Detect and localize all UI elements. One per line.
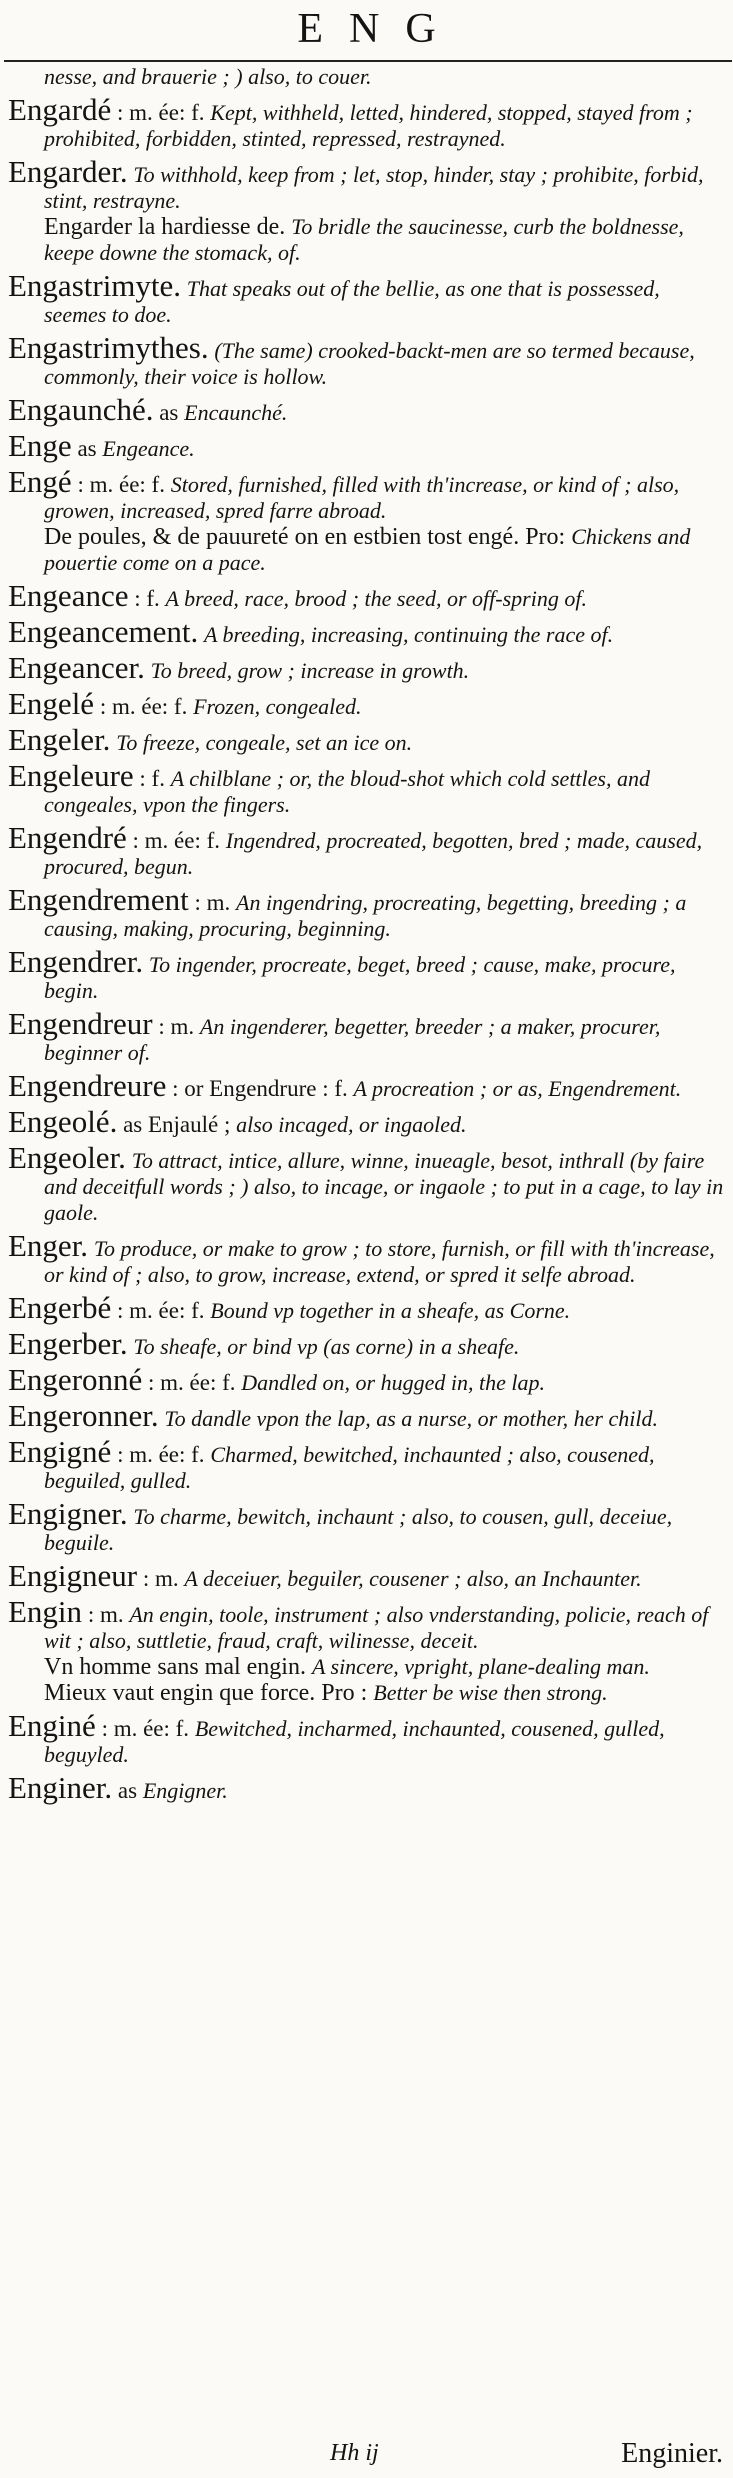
entry-headword: Enger. (8, 1228, 89, 1263)
entry-headword: Engigneur (8, 1558, 138, 1593)
entry-definition: Bewitched, incharmed, inchaunted, cousened, gulled, beguyled. (44, 1716, 665, 1767)
entry-subphrase: Vn homme sans mal engin. (44, 1654, 306, 1680)
entry-headword: Engeolé. (8, 1104, 118, 1139)
dictionary-entry (8, 464, 726, 524)
entry-grammar: as Enjaulé ; (123, 1112, 231, 1137)
dictionary-entry (8, 1654, 726, 1680)
entry-headword: Enginé (8, 1708, 96, 1743)
dictionary-entry (8, 614, 726, 649)
entry-grammar: : m. ée: f. (101, 1716, 190, 1741)
entry-headword: Engin (8, 1594, 83, 1629)
entry-headword: Engeronné (8, 1362, 143, 1397)
dictionary-entry (8, 1434, 726, 1494)
entry-headword: Engarder. (8, 154, 128, 189)
entry-definition: To freeze, congeale, set an ice on. (116, 730, 413, 755)
entry-definition: Engeance. (102, 436, 195, 461)
entry-definition: (The same) crooked-backt-men are so termed because, commonly, their voice is hollow. (44, 338, 695, 389)
entry-definition: An ingendring, procreating, begetting, breeding ; a causing, making, procuring, beginning. (44, 890, 687, 941)
entry-definition: Frozen, congealed. (193, 694, 362, 719)
entry-definition: That speaks out of the bellie, as one that is possessed, seemes to doe. (44, 276, 660, 327)
entry-subphrase: Engarder la hardiesse de. (44, 214, 286, 240)
dictionary-entry (8, 686, 726, 721)
dictionary-entry (8, 214, 726, 266)
entry-grammar: : m. (142, 1566, 179, 1591)
entry-grammar: : m. ée: f. (117, 100, 205, 125)
dictionary-entry (8, 392, 726, 427)
entry-definition: Dandled on, or hugged in, the lap. (241, 1370, 545, 1395)
entry-definition: An engin, toole, instrument ; also vnderstanding, policie, reach of wit ; also, suttletie, fraud, craft, wilinesse, deceit. (44, 1602, 709, 1653)
entry-definition: Engigner. (142, 1778, 228, 1803)
dictionary-entry (8, 1140, 726, 1226)
entry-definition: A deceiuer, beguiler, cousener ; also, an Inchaunter. (184, 1566, 642, 1591)
entry-definition: A procreation ; or as, Engendrement. (353, 1076, 682, 1101)
entry-definition: Encaunché. (184, 400, 288, 425)
entry-headword: Engé (8, 464, 72, 499)
entry-headword: Engeancement. (8, 614, 199, 649)
dictionary-entry (8, 650, 726, 685)
dictionary-entry (8, 1290, 726, 1325)
signature-mark: Hh ij (330, 2440, 379, 2466)
entry-grammar: : or Engendrure : f. (172, 1076, 348, 1101)
entry-headword: Engendrement (8, 882, 189, 917)
entry-definition: A breeding, increasing, continuing the race of. (203, 622, 614, 647)
entry-headword: Engeoler. (8, 1140, 126, 1175)
page-header: ENG (297, 6, 462, 52)
entry-grammar: : m. (158, 1014, 195, 1039)
dictionary-entry (8, 1770, 726, 1805)
dictionary-entry (8, 330, 726, 390)
entry-definition: To produce, or make to grow ; to store, furnish, or fill with th'increase, or kind of ; also, to grow, increase, extend, or spred it selfe abroad. (44, 1236, 715, 1287)
dictionary-entry (8, 524, 726, 576)
entry-headword: Engendrer. (8, 944, 144, 979)
catchword: Enginier. (621, 2438, 723, 2469)
entry-definition: Charmed, bewitched, inchaunted ; also, cousened, beguiled, gulled. (44, 1442, 655, 1493)
dictionary-entry (8, 1398, 726, 1433)
entry-definition: To withhold, keep from ; let, stop, hinder, stay ; prohibite, forbid, stint, restrayne. (44, 162, 704, 213)
entry-definition: nesse, and brauerie ; ) also, to couer. (44, 64, 372, 89)
page-footer (0, 2436, 733, 2474)
dictionary-entry (8, 1326, 726, 1361)
dictionary-entry (8, 428, 726, 463)
entry-headword: Enginer. (8, 1770, 113, 1805)
entry-grammar: : m. (194, 890, 231, 915)
dictionary-entry (8, 1594, 726, 1654)
dictionary-entry (8, 1708, 726, 1768)
dictionary-entry (8, 1104, 726, 1139)
entry-headword: Engigné (8, 1434, 112, 1469)
entry-grammar: as (159, 400, 179, 425)
entry-headword: Engelé (8, 686, 95, 721)
header-rule (4, 60, 732, 62)
entry-definition: To dandle vpon the lap, as a nurse, or mother, her child. (164, 1406, 658, 1431)
entry-definition: To bridle the saucinesse, curb the boldnesse, keepe downe the stomack, of. (44, 214, 684, 265)
dictionary-entry (8, 578, 726, 613)
entry-grammar: : m. ée: f. (132, 828, 221, 853)
dictionary-entry (8, 1006, 726, 1066)
entry-definition: Chickens and pouertie come on a pace. (44, 524, 691, 575)
entry-grammar: : f. (134, 586, 160, 611)
entry-definition: A chilblane ; or, the bloud-shot which cold settles, and congeales, vpon the fingers. (44, 766, 650, 817)
entry-grammar: : f. (139, 766, 165, 791)
dictionary-entry (8, 722, 726, 757)
dictionary-entry (8, 1558, 726, 1593)
entry-headword: Engendré (8, 820, 127, 855)
dictionary-entry (8, 1496, 726, 1556)
dictionary-entry (8, 154, 726, 214)
entry-headword: Engeronner. (8, 1398, 159, 1433)
dictionary-entry (8, 820, 726, 880)
entry-definition: Ingendred, procreated, begotten, bred ; made, caused, procured, begun. (44, 828, 703, 879)
entry-definition: To breed, grow ; increase in growth. (150, 658, 470, 683)
dictionary-entry (8, 758, 726, 818)
dictionary-entry (8, 882, 726, 942)
entry-definition: To sheafe, or bind vp (as corne) in a sheafe. (133, 1334, 520, 1359)
entry-definition: A sincere, vpright, plane-dealing man. (311, 1654, 650, 1679)
entry-headword: Enge (8, 428, 72, 463)
entry-grammar: as (77, 436, 97, 461)
entry-definition: also incaged, or ingaoled. (236, 1112, 467, 1137)
entry-definition: Better be wise then strong. (373, 1680, 608, 1705)
entry-grammar: : m. ée: f. (99, 694, 188, 719)
dictionary-entry (8, 944, 726, 1004)
entry-headword: Engigner. (8, 1496, 128, 1531)
dictionary-entry (8, 1068, 726, 1103)
entry-headword: Engeancer. (8, 650, 145, 685)
entry-definition: To ingender, procreate, beget, breed ; cause, make, procure, begin. (44, 952, 676, 1003)
entry-definition: Stored, furnished, filled with th'increase, or kind of ; also, growen, increased, spred farre abroad. (44, 472, 680, 523)
entry-subphrase: De poules, & de pauureté on en estbien tost engé. Pro: (44, 524, 566, 550)
entry-grammar: as (117, 1778, 138, 1803)
entry-subphrase: Mieux vaut engin que force. Pro : (44, 1680, 368, 1706)
entry-headword: Engaunché. (8, 392, 154, 427)
entry-headword: Engendreur (8, 1006, 153, 1041)
entry-definition: Bound vp together in a sheafe, as Corne. (210, 1298, 571, 1323)
dictionary-entry (8, 64, 726, 90)
dictionary-entry (8, 1362, 726, 1397)
entry-headword: Engeleure (8, 758, 134, 793)
entry-headword: Engerber. (8, 1326, 128, 1361)
entry-headword: Engerbé (8, 1290, 112, 1325)
entry-headword: Engastrimyte. (8, 268, 182, 303)
entry-definition: An ingenderer, begetter, breeder ; a maker, procurer, beginner of. (44, 1014, 661, 1065)
entry-definition: To charme, bewitch, inchaunt ; also, to cousen, gull, deceiue, beguile. (44, 1504, 673, 1555)
entry-grammar: : m. ée: f. (77, 472, 165, 497)
entry-grammar: : m. (87, 1602, 124, 1627)
dictionary-entry (8, 268, 726, 328)
entry-grammar: : m. ée: f. (148, 1370, 236, 1395)
entry-headword: Engastrimythes. (8, 330, 209, 365)
entry-definition: To attract, intice, allure, winne, inueagle, besot, inthrall (by faire and deceitfull words ; ) also, to incage, or ingaole ; to put in a cage, to lay in gaole. (44, 1148, 724, 1225)
entry-headword: Engeler. (8, 722, 111, 757)
entry-list (8, 64, 726, 1804)
dictionary-entry (8, 1228, 726, 1288)
entry-headword: Engendreure (8, 1068, 167, 1103)
entry-headword: Engeance (8, 578, 129, 613)
entry-definition: A breed, race, brood ; the seed, or off-spring of. (165, 586, 587, 611)
entry-grammar: : m. ée: f. (117, 1298, 205, 1323)
entry-definition: Kept, withheld, letted, hindered, stopped, stayed from ; prohibited, forbidden, stinted, repressed, restrayned. (44, 100, 693, 151)
entry-headword: Engardé (8, 92, 112, 127)
dictionary-entry (8, 1680, 726, 1706)
dictionary-entry (8, 92, 726, 152)
entry-grammar: : m. ée: f. (117, 1442, 205, 1467)
